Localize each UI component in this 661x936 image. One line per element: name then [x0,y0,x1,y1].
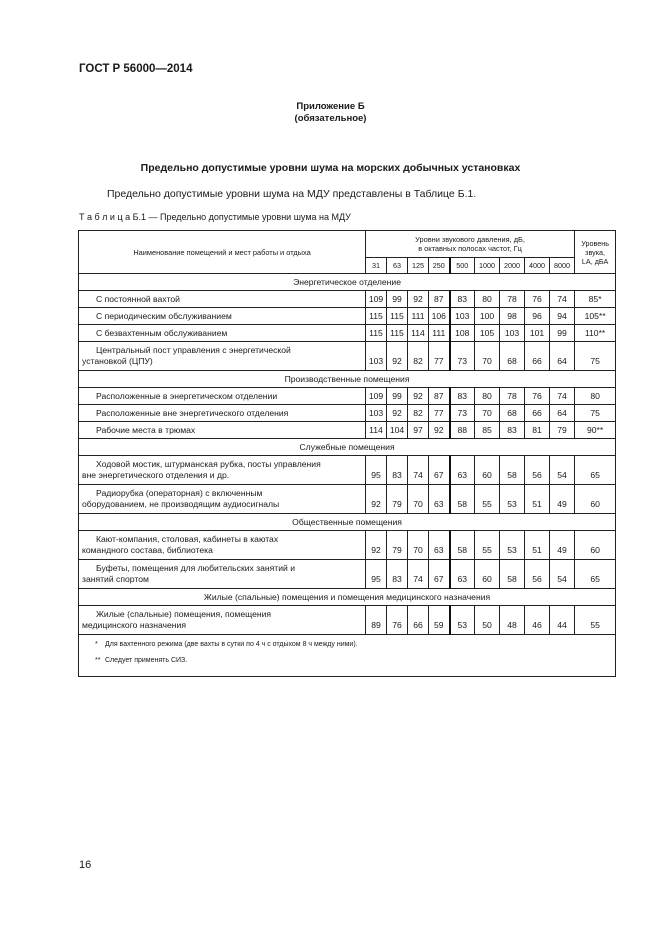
table-cell: 92 [408,291,429,308]
row-name [79,308,366,325]
footnote [83,640,611,656]
column-header-pressure [366,231,575,258]
row-name-line1: Радиорубка (операторная) с включенным [96,488,263,498]
table-cell: 60 [475,560,500,589]
table-cell: 55 [475,531,500,560]
section-title: Жилые (спальные) помещения и помещения медицинского назначения [79,589,616,606]
table-cell: 87 [429,291,450,308]
table-cell: 54 [550,560,575,589]
table-cell: 63 [429,485,450,514]
table-cell: 59 [429,606,450,635]
table-cell: 108 [450,325,475,342]
table-cell: 64 [550,405,575,422]
table-cell: 66 [525,342,550,371]
table-cell: 109 [366,388,387,405]
intro-paragraph: Предельно допустимые уровни шума на МДУ представлены в Таблице Б.1. [107,188,477,200]
table-cell: 68 [500,342,525,371]
table-cell: 115 [387,325,408,342]
table-cell: 67 [429,456,450,485]
table-cell: 58 [450,485,475,514]
table-cell: 78 [500,291,525,308]
frequency-header: 4000 [525,258,550,274]
table-row [79,325,616,342]
table-cell: 79 [550,422,575,439]
row-name [79,560,366,589]
row-name-line2: командного состава, библиотека [82,545,213,555]
section-row [79,589,616,606]
table-cell: 114 [408,325,429,342]
table-cell: 92 [408,388,429,405]
frequency-header: 1000 [475,258,500,274]
sound-level-cell: 60 [575,485,616,514]
table-cell: 92 [429,422,450,439]
table-cell: 115 [387,308,408,325]
noise-limits-table [78,230,616,677]
section-title: Производственные помещения [79,371,616,388]
table-cell: 58 [500,560,525,589]
table-cell: 60 [475,456,500,485]
table-row [79,308,616,325]
table-cell: 67 [429,560,450,589]
table-notes [79,635,616,677]
table-cell: 101 [525,325,550,342]
table-cell: 83 [387,456,408,485]
table-cell: 73 [450,405,475,422]
table-cell: 51 [525,531,550,560]
sound-level-cell: 85* [575,291,616,308]
table-cell: 106 [429,308,450,325]
table-cell: 54 [550,456,575,485]
table-cell: 49 [550,531,575,560]
table-cell: 94 [550,308,575,325]
table-cell: 76 [525,291,550,308]
sound-level-cell: 80 [575,388,616,405]
sound-level-cell: 110** [575,325,616,342]
table-cell: 74 [550,291,575,308]
footnote-mark: * [95,641,98,648]
row-name-line2: занятий спортом [82,574,149,584]
sound-level-cell: 75 [575,342,616,371]
table-cell: 64 [550,342,575,371]
sound-level-cell: 90** [575,422,616,439]
table-cell: 115 [366,325,387,342]
table-cell: 89 [366,606,387,635]
table-row [79,422,616,439]
footnote-text: Следует применять СИЗ. [105,657,188,664]
table-cell: 95 [366,560,387,589]
table-cell: 49 [550,485,575,514]
row-name [79,606,366,635]
row-name-line1: Буфеты, помещения для любительских занятий и [96,563,296,573]
row-name-line2: медицинского назначения [82,620,186,630]
table-cell: 103 [500,325,525,342]
row-name-line2: оборудованием, не производящим аудиосигналы [82,499,280,509]
row-name-text: С безвахтенным обслуживанием [96,328,228,338]
table-cell: 66 [408,606,429,635]
row-name [79,422,366,439]
table-cell: 66 [525,405,550,422]
table-cell: 80 [475,291,500,308]
table-cell: 115 [366,308,387,325]
frequency-header: 8000 [550,258,575,274]
table-cell: 51 [525,485,550,514]
table-cell: 70 [408,485,429,514]
section-row [79,274,616,291]
table-cell: 83 [450,388,475,405]
row-name-text: Расположенные вне энергетического отделения [96,408,289,418]
table-cell: 50 [475,606,500,635]
section-row [79,514,616,531]
table-cell: 53 [500,531,525,560]
frequency-header: 125 [408,258,429,274]
table-cell: 104 [387,422,408,439]
frequency-header: 500 [450,258,475,274]
column-header-pressure-line2: в октавных полосах частот, Гц [418,244,522,253]
table-notes-row [79,635,616,677]
table-cell: 92 [366,485,387,514]
column-header-level-line1: Уровень [581,238,609,248]
table-row [79,291,616,308]
table-cell: 46 [525,606,550,635]
row-name-line1: Центральный пост управления с энергетической [96,345,291,355]
sound-level-cell: 55 [575,606,616,635]
table-cell: 44 [550,606,575,635]
table-cell: 92 [387,342,408,371]
table-cell: 70 [408,531,429,560]
table-cell: 99 [387,388,408,405]
table-row [79,485,616,514]
table-cell: 99 [387,291,408,308]
column-header-level-line2: звука, [585,247,606,257]
row-name [79,291,366,308]
table-cell: 82 [408,342,429,371]
table-cell: 68 [500,405,525,422]
table-cell: 58 [450,531,475,560]
section-row [79,371,616,388]
frequency-header: 63 [387,258,408,274]
sound-level-cell: 75 [575,405,616,422]
table-cell: 76 [387,606,408,635]
row-name-text: С периодическим обслуживанием [96,311,232,321]
table-cell: 87 [429,388,450,405]
section-title: Общественные помещения [79,514,616,531]
table-caption: Т а б л и ц а Б.1 — Предельно допустимые уровни шума на МДУ [79,212,351,222]
table-cell: 74 [408,456,429,485]
table-cell: 99 [550,325,575,342]
section-title: Энергетическое отделение [79,274,616,291]
table-cell: 97 [408,422,429,439]
table-cell: 100 [475,308,500,325]
table-cell: 83 [500,422,525,439]
table-cell: 83 [450,291,475,308]
table-cell: 55 [475,485,500,514]
table-cell: 76 [525,388,550,405]
table-cell: 83 [387,560,408,589]
sound-level-cell: 60 [575,531,616,560]
row-name-line1: Ходовой мостик, штурманская рубка, посты управления [96,459,321,469]
table-cell: 53 [500,485,525,514]
table-cell: 63 [429,531,450,560]
table-cell: 53 [450,606,475,635]
sound-level-cell: 105** [575,308,616,325]
row-name [79,405,366,422]
table-row [79,560,616,589]
row-name-text: С постоянной вахтой [96,294,180,304]
table-cell: 73 [450,342,475,371]
row-name [79,342,366,371]
sound-level-cell: 65 [575,560,616,589]
row-name-line1: Кают-компания, столовая, кабинеты в каютах [96,534,279,544]
table-cell: 77 [429,405,450,422]
table-cell: 56 [525,560,550,589]
table-cell: 103 [450,308,475,325]
row-name-line1: Жилые (спальные) помещения, помещения [96,609,272,619]
column-header-level-line3: LA, дБА [581,256,609,266]
frequency-header: 250 [429,258,450,274]
table-cell: 105 [475,325,500,342]
table-cell: 98 [500,308,525,325]
row-name [79,456,366,485]
row-name-line2: вне энергетического отделения и др. [82,470,230,480]
table-cell: 92 [366,531,387,560]
table-cell: 111 [408,308,429,325]
table-row [79,531,616,560]
table-cell: 81 [525,422,550,439]
table-cell: 82 [408,405,429,422]
column-header-pressure-line1: Уровни звукового давления, дБ, [415,235,525,244]
table-cell: 63 [450,456,475,485]
table-row [79,342,616,371]
footnote [83,656,611,672]
table-cell: 77 [429,342,450,371]
frequency-header: 31 [366,258,387,274]
column-header-name: Наименование помещений и мест работы и отдыха [79,231,366,274]
table-row [79,606,616,635]
footnote-mark: ** [95,657,101,664]
table-cell: 48 [500,606,525,635]
standard-designation: ГОСТ Р 56000—2014 [79,63,193,75]
table-cell: 80 [475,388,500,405]
table-cell: 79 [387,485,408,514]
table-row [79,388,616,405]
table-cell: 58 [500,456,525,485]
table-row [79,456,616,485]
row-name-text: Рабочие места в трюмах [96,425,196,435]
section-title: Служебные помещения [79,439,616,456]
table-cell: 114 [366,422,387,439]
table-cell: 95 [366,456,387,485]
table-cell: 70 [475,405,500,422]
table-cell: 56 [525,456,550,485]
sound-level-cell: 65 [575,456,616,485]
page-number: 16 [79,859,92,871]
table-cell: 70 [475,342,500,371]
table-row [79,405,616,422]
annex-status: (обязательное) [294,113,367,124]
annex-title: Приложение Б [296,101,365,112]
section-row [79,439,616,456]
table-cell: 74 [550,388,575,405]
column-header-level [575,231,616,274]
table-cell: 103 [366,405,387,422]
table-cell: 103 [366,342,387,371]
table-cell: 79 [387,531,408,560]
row-name-text: Расположенные в энергетическом отделении [96,391,278,401]
table-cell: 74 [408,560,429,589]
row-name-line2: установкой (ЦПУ) [82,356,153,366]
table-cell: 111 [429,325,450,342]
frequency-header: 2000 [500,258,525,274]
row-name [79,388,366,405]
table-cell: 78 [500,388,525,405]
footnote-text: Для вахтенного режима (две вахты в сутки по 4 ч с отдыхом 8 ч между ними). [105,641,358,648]
section-heading: Предельно допустимые уровни шума на морских добычных установках [140,162,521,174]
row-name [79,325,366,342]
table-cell: 88 [450,422,475,439]
row-name [79,485,366,514]
table-cell: 63 [450,560,475,589]
table-cell: 92 [387,405,408,422]
table-cell: 85 [475,422,500,439]
row-name [79,531,366,560]
table-cell: 96 [525,308,550,325]
table-cell: 109 [366,291,387,308]
